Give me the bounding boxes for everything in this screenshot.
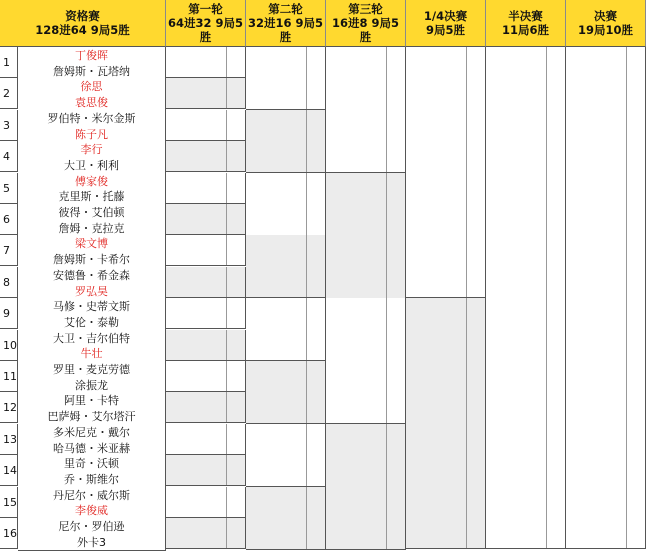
score-divider	[226, 518, 227, 548]
bracket-slot-round-1	[166, 487, 246, 518]
bracket-slot-round-2	[246, 424, 326, 487]
group-number: 12	[0, 392, 18, 423]
score-divider	[306, 487, 307, 549]
player-name: 尼尔・罗伯逊	[18, 518, 166, 535]
score-divider	[386, 424, 387, 549]
bracket-slot-round-4	[406, 298, 486, 549]
seeded-player-name: 李俊威	[18, 502, 166, 519]
group-number: 14	[0, 455, 18, 486]
bracket-slot-round-2	[246, 361, 326, 424]
player-name: 多米尼克・戴尔	[18, 424, 166, 441]
group-number: 10	[0, 330, 18, 361]
bracket-slot-round-1	[166, 455, 246, 486]
seeded-player-name: 陈子凡	[18, 126, 166, 143]
score-divider	[386, 173, 387, 298]
header-format: 32进16 9局5胜	[247, 16, 323, 44]
bracket-slot-round-1	[166, 235, 246, 266]
player-name: 阿里・卡特	[18, 392, 166, 409]
bracket-slot-round-4	[406, 47, 486, 298]
score-divider	[226, 78, 227, 108]
bracket-slot-round-3	[326, 424, 406, 550]
score-divider	[386, 298, 387, 423]
player-name: 艾伦・泰勒	[18, 314, 166, 331]
score-divider	[226, 47, 227, 77]
player-name: 外卡3	[18, 534, 166, 551]
player-name: 詹姆斯・瓦塔纳	[18, 63, 166, 80]
bracket-slot-round-1	[166, 267, 246, 298]
group-number: 7	[0, 235, 18, 266]
header-title: 第三轮	[348, 2, 383, 16]
header-title: 第二轮	[268, 2, 303, 16]
player-name: 詹姆斯・卡希尔	[18, 251, 166, 268]
player-name: 哈马德・米亚赫	[18, 440, 166, 457]
bracket-slot-round-1	[166, 392, 246, 423]
bracket-slot-round-1	[166, 204, 246, 235]
player-name: 詹姆・克拉克	[18, 220, 166, 237]
seeded-player-name: 丁俊晖	[18, 47, 166, 64]
score-divider	[226, 141, 227, 171]
group-number: 13	[0, 424, 18, 455]
header-r1	[166, 0, 246, 47]
header-format: 64进32 9局5胜	[167, 16, 243, 44]
header-r3	[326, 0, 406, 47]
score-divider	[226, 424, 227, 454]
header-title: 决赛	[594, 9, 617, 23]
bracket-slot-round-3	[326, 47, 406, 173]
group-number: 5	[0, 173, 18, 204]
header-f	[566, 0, 646, 47]
bracket-slot-round-1	[166, 78, 246, 109]
player-name: 大卫・利利	[18, 157, 166, 174]
group-number: 9	[0, 298, 18, 329]
player-name: 安德鲁・希金森	[18, 267, 166, 284]
bracket-slot-round-1	[166, 141, 246, 172]
group-number: 15	[0, 487, 18, 518]
seeded-player-name: 牛壮	[18, 345, 166, 362]
bracket-slot-round-2	[246, 235, 326, 298]
bracket-slot-round-1	[166, 330, 246, 361]
score-divider	[306, 298, 307, 360]
bracket-slot-round-6	[566, 47, 646, 549]
seeded-player-name: 梁文博	[18, 235, 166, 252]
score-divider	[226, 267, 227, 297]
score-divider	[306, 361, 307, 423]
group-number: 11	[0, 361, 18, 392]
player-name: 罗里・麦克劳德	[18, 361, 166, 378]
group-number: 2	[0, 78, 18, 109]
score-divider	[226, 173, 227, 203]
header-title: 资格赛	[65, 9, 100, 23]
bracket-slot-round-1	[166, 424, 246, 455]
bracket-slot-round-2	[246, 173, 326, 236]
header-qf	[406, 0, 486, 47]
group-number: 6	[0, 204, 18, 235]
score-divider	[626, 47, 627, 548]
bracket-slot-round-1	[166, 110, 246, 141]
bracket-slot-round-1	[166, 361, 246, 392]
header-format: 11局6胜	[501, 23, 549, 37]
header-qual	[0, 0, 166, 47]
bracket-slot-round-2	[246, 298, 326, 361]
player-name: 丹尼尔・威尔斯	[18, 487, 166, 504]
seeded-player-name: 李行	[18, 141, 166, 158]
bracket-slot-round-1	[166, 47, 246, 78]
header-r2	[246, 0, 326, 47]
seeded-player-name: 徐思	[18, 78, 166, 95]
group-number: 1	[0, 47, 18, 78]
player-name: 里奇・沃顿	[18, 455, 166, 472]
score-divider	[226, 361, 227, 391]
score-divider	[226, 487, 227, 517]
bracket-slot-round-3	[326, 298, 406, 424]
group-number: 3	[0, 110, 18, 141]
player-name: 彼得・艾伯顿	[18, 204, 166, 221]
score-divider	[306, 235, 307, 297]
seeded-player-name: 袁思俊	[18, 94, 166, 111]
seeded-player-name: 傅家俊	[18, 173, 166, 190]
score-divider	[226, 330, 227, 360]
group-number: 16	[0, 518, 18, 549]
player-name: 巴萨姆・艾尔塔汗	[18, 408, 166, 425]
player-name: 克里斯・托藤	[18, 188, 166, 205]
score-divider	[226, 235, 227, 265]
score-divider	[306, 110, 307, 172]
header-title: 第一轮	[188, 2, 223, 16]
header-sf	[486, 0, 566, 47]
header-format: 9局5胜	[425, 23, 465, 37]
bracket-slot-round-1	[166, 173, 246, 204]
score-divider	[226, 392, 227, 422]
header-format: 16进8 9局5胜	[331, 16, 399, 44]
score-divider	[226, 204, 227, 234]
bracket-slot-round-2	[246, 110, 326, 173]
bracket-slot-round-5	[486, 47, 566, 549]
score-divider	[546, 47, 547, 548]
seeded-player-name: 罗弘昊	[18, 283, 166, 300]
header-format: 19局10胜	[577, 23, 633, 37]
bracket-slot-round-1	[166, 518, 246, 549]
group-number: 4	[0, 141, 18, 172]
bracket-slot-round-2	[246, 47, 326, 110]
bracket-slot-round-1	[166, 298, 246, 329]
player-name: 大卫・吉尔伯特	[18, 330, 166, 347]
player-name: 罗伯特・米尔金斯	[18, 110, 166, 127]
header-title: 半决赛	[508, 9, 543, 23]
group-number: 8	[0, 267, 18, 298]
score-divider	[466, 298, 467, 548]
bracket-slot-round-2	[246, 487, 326, 550]
score-divider	[226, 455, 227, 485]
header-format: 128进64 9局5胜	[35, 23, 130, 37]
score-divider	[466, 47, 467, 297]
score-divider	[226, 110, 227, 140]
score-divider	[226, 298, 227, 328]
score-divider	[386, 47, 387, 172]
score-divider	[306, 47, 307, 109]
bracket-slot-round-3	[326, 173, 406, 299]
player-name: 马修・史蒂文斯	[18, 298, 166, 315]
score-divider	[306, 173, 307, 235]
player-name: 乔・斯维尔	[18, 471, 166, 488]
header-title: 1/4决赛	[423, 9, 468, 23]
player-name: 涂振龙	[18, 377, 166, 394]
score-divider	[306, 424, 307, 486]
